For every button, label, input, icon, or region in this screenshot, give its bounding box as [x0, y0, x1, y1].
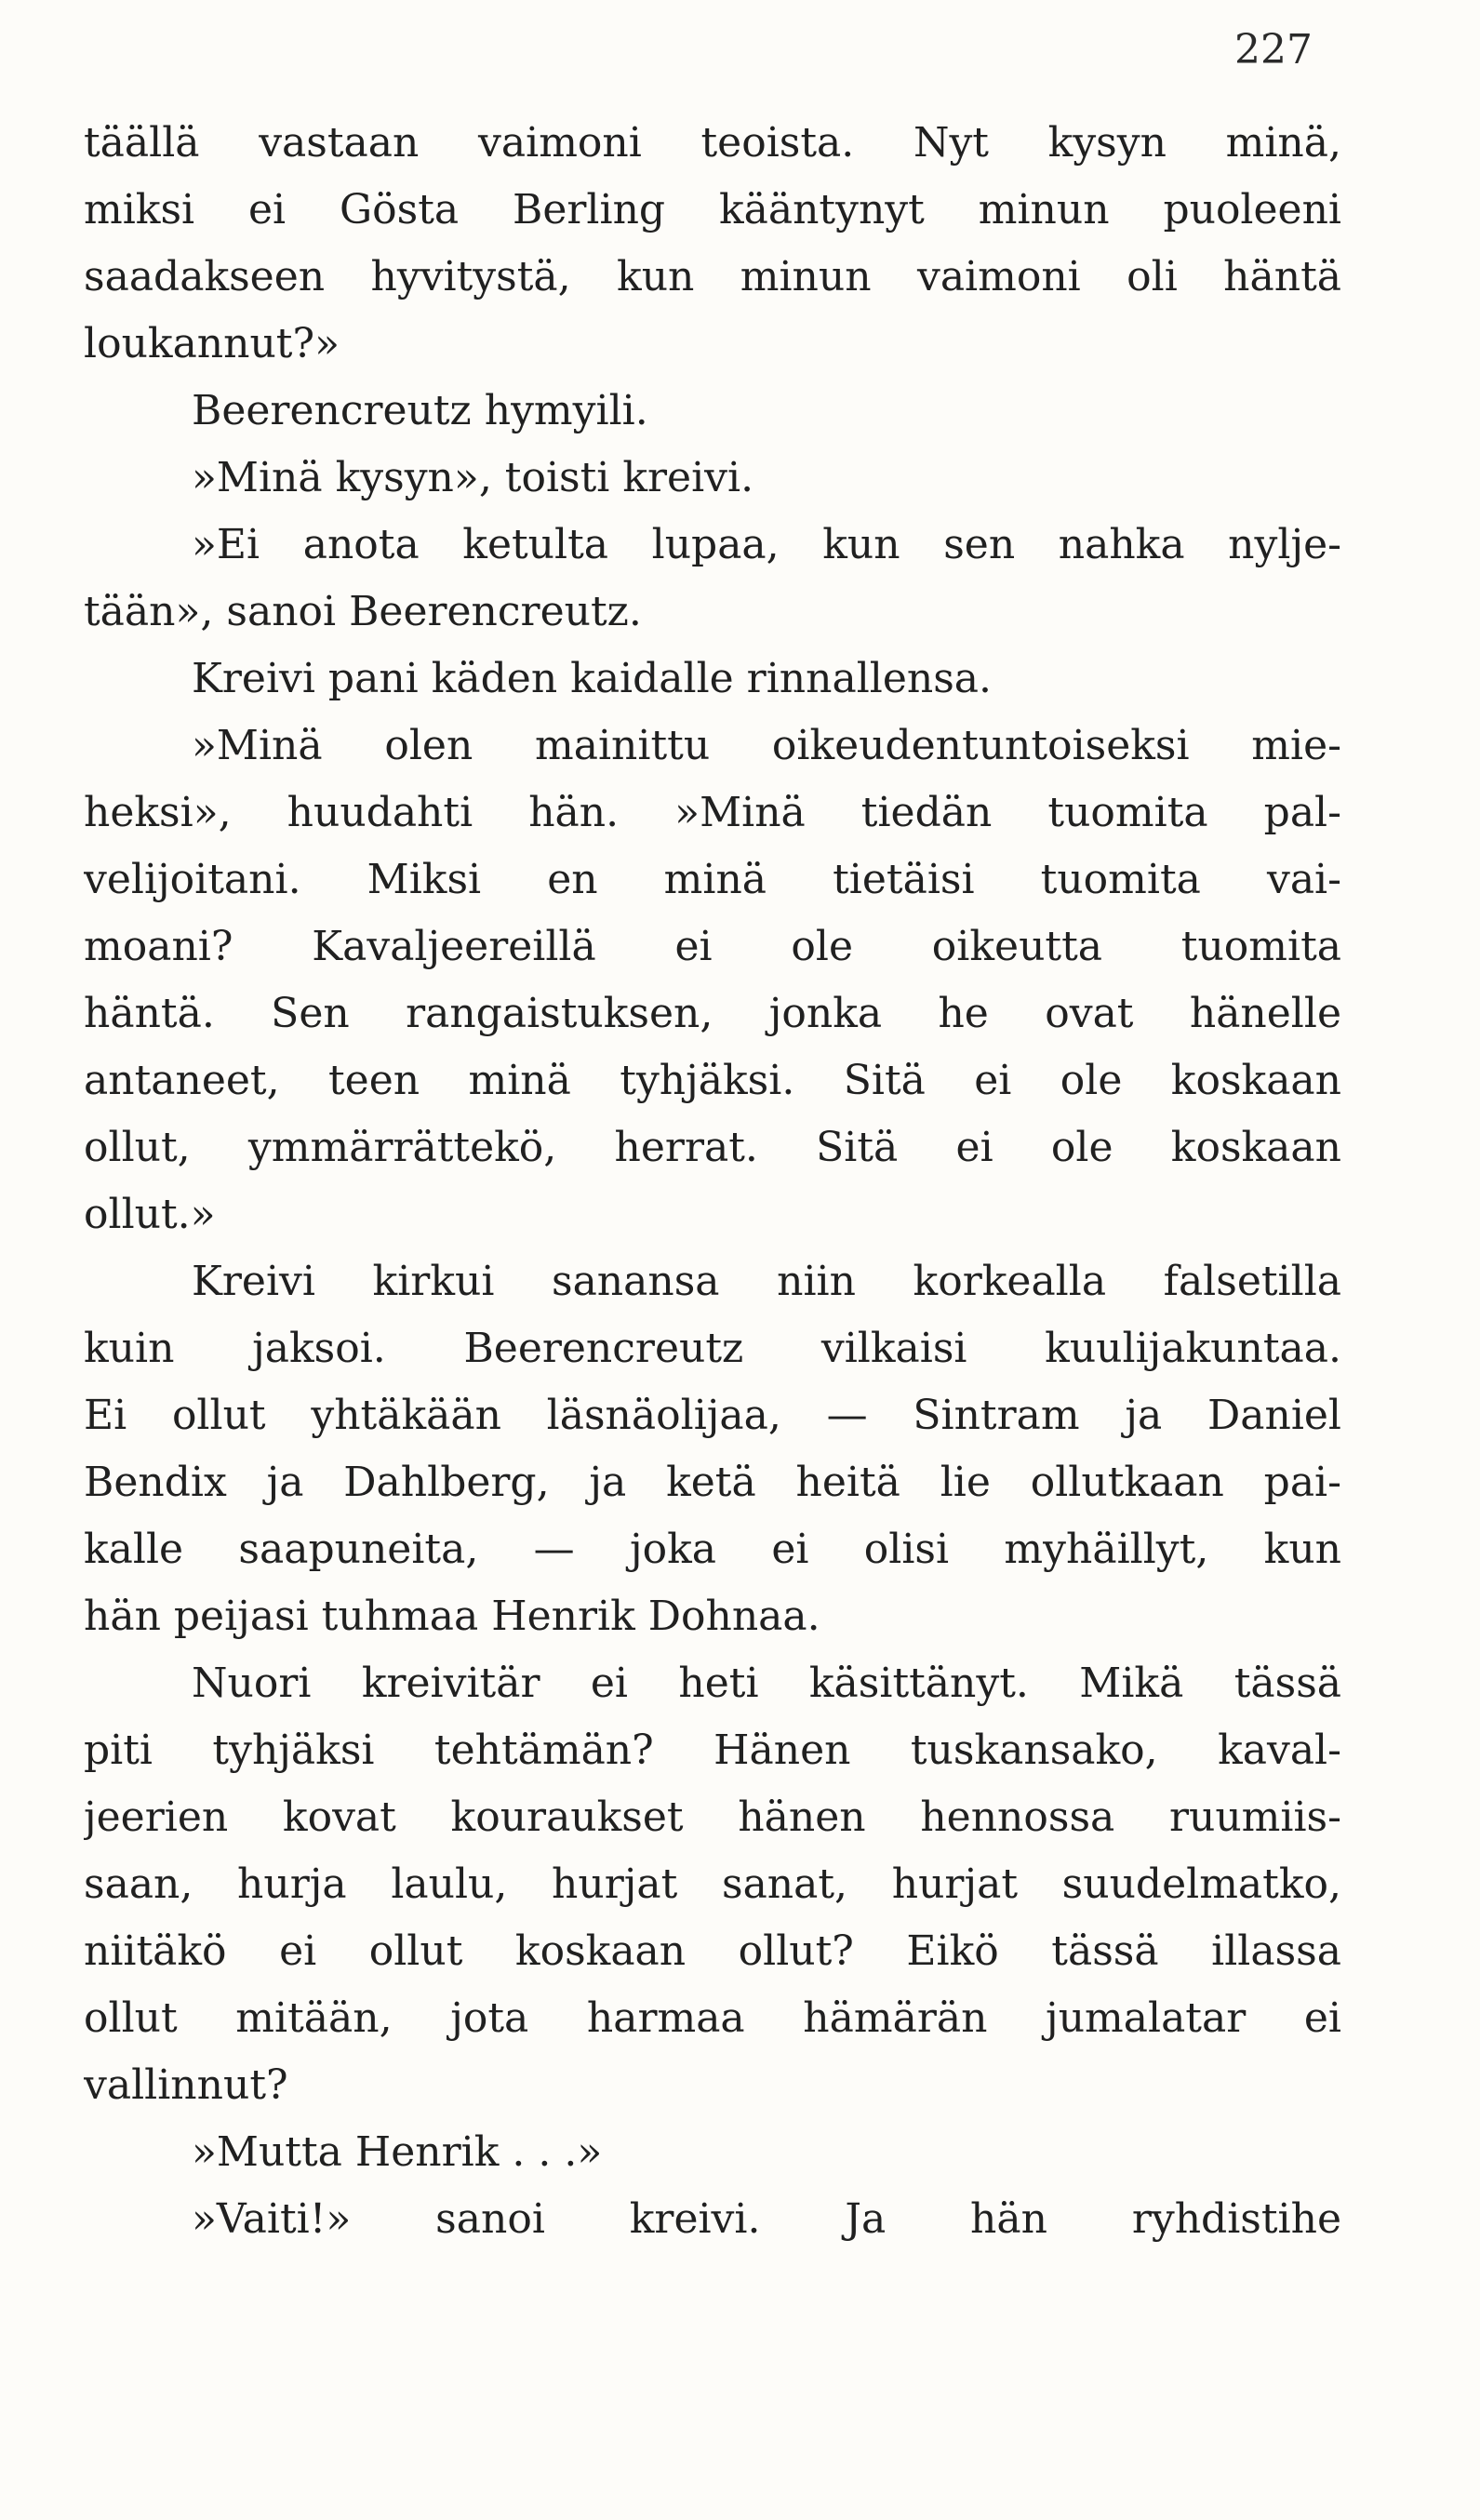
text-line: tään», sanoi Beerencreutz. — [84, 588, 642, 635]
text-line: antaneet, teen minä tyhjäksi. Sitä ei ole koskaan — [84, 1057, 1341, 1104]
text-line: »Ei anota ketulta lupaa, kun sen nahka nylje- — [192, 521, 1341, 568]
text-line: saan, hurja laulu, hurjat sanat, hurjat suudelmatko, — [84, 1860, 1341, 1908]
text-line: Bendix ja Dahlberg, ja ketä heitä lie ollutkaan pai- — [84, 1459, 1341, 1506]
text-line: ollut.» — [84, 1191, 216, 1238]
text-line: piti tyhjäksi tehtämän? Hänen tuskansako, kaval- — [84, 1727, 1341, 1774]
text-line: Kreivi pani käden kaidalle rinnallensa. — [192, 655, 993, 702]
text-line: ollut, ymmärrättekö, herrat. Sitä ei ole koskaan — [84, 1124, 1341, 1171]
text-line: kalle saapuneita, — joka ei olisi myhäillyt, kun — [84, 1526, 1341, 1573]
text-line: vallinnut? — [84, 2061, 288, 2109]
text-line: velijoitani. Miksi en minä tietäisi tuomita vai- — [84, 856, 1341, 903]
text-line: moani? Kavaljeereillä ei ole oikeutta tuomita — [84, 923, 1341, 970]
text-line: Nuori kreivitär ei heti käsittänyt. Mikä tässä — [192, 1660, 1341, 1707]
text-line: heksi», huudahti hän. »Minä tiedän tuomita pal- — [84, 789, 1341, 836]
text-line: jeerien kovat kouraukset hänen hennossa ruumiis- — [84, 1793, 1341, 1841]
text-line: niitäkö ei ollut koskaan ollut? Eikö tässä illassa — [84, 1927, 1341, 1975]
text-line: täällä vastaan vaimoni teoista. Nyt kysyn minä, — [84, 119, 1341, 167]
text-line: kuin jaksoi. Beerencreutz vilkaisi kuulijakuntaa. — [84, 1325, 1341, 1372]
text-line: »Minä kysyn», toisti kreivi. — [192, 454, 754, 501]
text-line: Beerencreutz hymyili. — [192, 387, 648, 434]
text-line: Kreivi kirkui sanansa niin korkealla falsetilla — [192, 1258, 1341, 1305]
text-line: miksi ei Gösta Berling kääntynyt minun puoleeni — [84, 186, 1341, 233]
text-line: »Minä olen mainittu oikeudentuntoiseksi mie- — [192, 722, 1341, 769]
text-line: »Mutta Henrik . . .» — [192, 2128, 603, 2176]
text-line: ollut mitään, jota harmaa hämärän jumalatar ei — [84, 1994, 1341, 2042]
body-text — [84, 110, 1341, 2253]
text-line: »Vaiti!» sanoi kreivi. Ja hän ryhdistihe — [192, 2195, 1341, 2243]
page-number: 227 — [1234, 26, 1313, 73]
text-line: häntä. Sen rangaistuksen, jonka he ovat hänelle — [84, 990, 1341, 1037]
text-line: saadakseen hyvitystä, kun minun vaimoni oli häntä — [84, 253, 1341, 300]
text-line: loukannut?» — [84, 320, 340, 367]
text-line: hän peijasi tuhmaa Henrik Dohnaa. — [84, 1593, 820, 1640]
text-line: Ei ollut yhtäkään läsnäolijaa, — Sintram ja Daniel — [84, 1392, 1341, 1439]
